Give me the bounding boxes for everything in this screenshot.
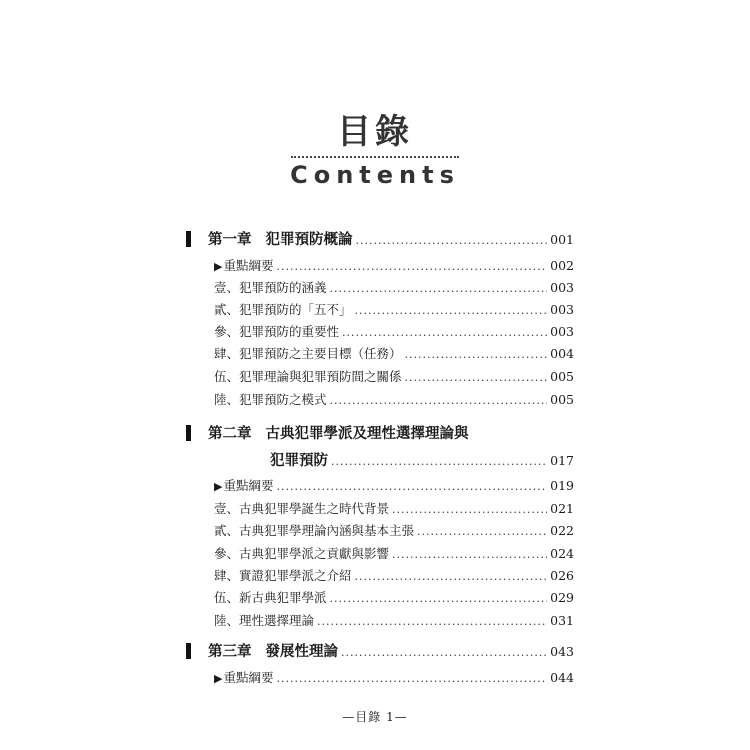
item-title: 參、犯罪預防的重要性 — [214, 324, 340, 339]
toc-chapter-2-continued[interactable] — [270, 449, 574, 470]
chapter-marker — [186, 643, 191, 659]
item-title: 肆、犯罪預防之主要目標（任務） — [214, 346, 402, 361]
item-title: 陸、犯罪預防之模式 — [214, 392, 327, 407]
dot-leader — [392, 548, 547, 561]
dot-leader — [405, 371, 548, 384]
toc-item[interactable] — [214, 476, 574, 494]
chapter-label: 第三章 — [208, 643, 252, 660]
page-number: 017 — [550, 453, 574, 468]
dot-leader — [330, 282, 548, 295]
chapter-title-continued: 犯罪預防 — [270, 452, 328, 469]
item-title: 重點綱要 — [223, 258, 274, 273]
item-title: 伍、犯罪理論與犯罪預防間之關係 — [214, 369, 402, 384]
triangle-right-icon: ▶ — [214, 672, 223, 685]
toc-item[interactable] — [214, 588, 574, 606]
page-number: 005 — [550, 369, 574, 384]
page-number: 044 — [550, 670, 574, 685]
toc-item[interactable] — [214, 322, 574, 340]
toc-item[interactable] — [214, 521, 574, 539]
dot-leader — [330, 592, 548, 605]
item-title: 重點綱要 — [223, 478, 274, 493]
item-title: 壹、古典犯罪學誕生之時代背景 — [214, 501, 390, 516]
chapter-marker — [186, 231, 191, 247]
page-subtitle: Contents — [290, 161, 460, 189]
page-number: 043 — [550, 644, 574, 659]
dot-leader — [341, 646, 547, 659]
chapter-title: 犯罪預防概論 — [265, 231, 353, 248]
page-number: 019 — [550, 478, 574, 493]
page-number: 022 — [550, 523, 574, 538]
dot-leader — [276, 260, 547, 273]
page-number: 003 — [550, 302, 574, 317]
page-footer: —目錄 1— — [342, 710, 408, 724]
item-title: 重點綱要 — [223, 670, 274, 685]
item-title: 壹、犯罪預防的涵義 — [214, 280, 327, 295]
page-number: 003 — [550, 280, 574, 295]
dot-leader — [342, 326, 547, 339]
toc-item[interactable] — [214, 668, 574, 686]
dot-leader — [392, 503, 547, 516]
item-title: 貳、古典犯罪學理論內涵與基本主張 — [214, 523, 415, 538]
dot-leader — [405, 348, 548, 361]
dot-leader — [355, 570, 548, 583]
toc-item[interactable] — [214, 499, 574, 517]
chapter-title: 古典犯罪學派及理性選擇理論與 — [265, 425, 469, 442]
dot-leader — [417, 525, 547, 538]
chapter-label: 第二章 — [208, 425, 252, 442]
toc-chapter-3[interactable] — [208, 640, 574, 661]
page-number: 026 — [550, 568, 574, 583]
toc-chapter-2[interactable] — [208, 422, 469, 443]
page-number: 002 — [550, 258, 574, 273]
dot-leader — [331, 455, 547, 468]
page-number: 024 — [550, 546, 574, 561]
item-title: 貳、犯罪預防的「五不」 — [214, 302, 352, 317]
chapter-marker — [186, 425, 191, 441]
toc-item[interactable] — [214, 544, 574, 562]
toc-item[interactable] — [214, 256, 574, 274]
toc-item[interactable] — [214, 367, 574, 385]
toc-chapter-1[interactable] — [208, 228, 574, 249]
triangle-right-icon: ▶ — [214, 260, 223, 273]
page-number: 004 — [550, 346, 574, 361]
page-number: 031 — [550, 613, 574, 628]
dot-leader — [276, 480, 547, 493]
toc-item[interactable] — [214, 344, 574, 362]
page-number: 021 — [550, 501, 574, 516]
dot-leader — [356, 234, 548, 247]
item-title: 伍、新古典犯罪學派 — [214, 590, 327, 605]
page-number: 005 — [550, 392, 574, 407]
toc-item[interactable] — [214, 566, 574, 584]
item-title: 肆、實證犯罪學派之介紹 — [214, 568, 352, 583]
toc-item[interactable] — [214, 300, 574, 318]
item-title: 參、古典犯罪學派之貢獻與影響 — [214, 546, 390, 561]
toc-item[interactable] — [214, 278, 574, 296]
toc-item[interactable] — [214, 390, 574, 408]
dot-leader — [355, 304, 548, 317]
chapter-title: 發展性理論 — [265, 643, 338, 660]
page-number: 001 — [550, 232, 574, 247]
page-number: 029 — [550, 590, 574, 605]
dot-leader — [276, 672, 547, 685]
page-title: 目錄 — [337, 112, 413, 152]
toc-item[interactable] — [214, 611, 574, 629]
dot-leader — [317, 615, 547, 628]
dot-leader — [330, 394, 548, 407]
item-title: 陸、理性選擇理論 — [214, 613, 315, 628]
chapter-label: 第一章 — [208, 231, 252, 248]
page-number: 003 — [550, 324, 574, 339]
triangle-right-icon: ▶ — [214, 480, 223, 493]
